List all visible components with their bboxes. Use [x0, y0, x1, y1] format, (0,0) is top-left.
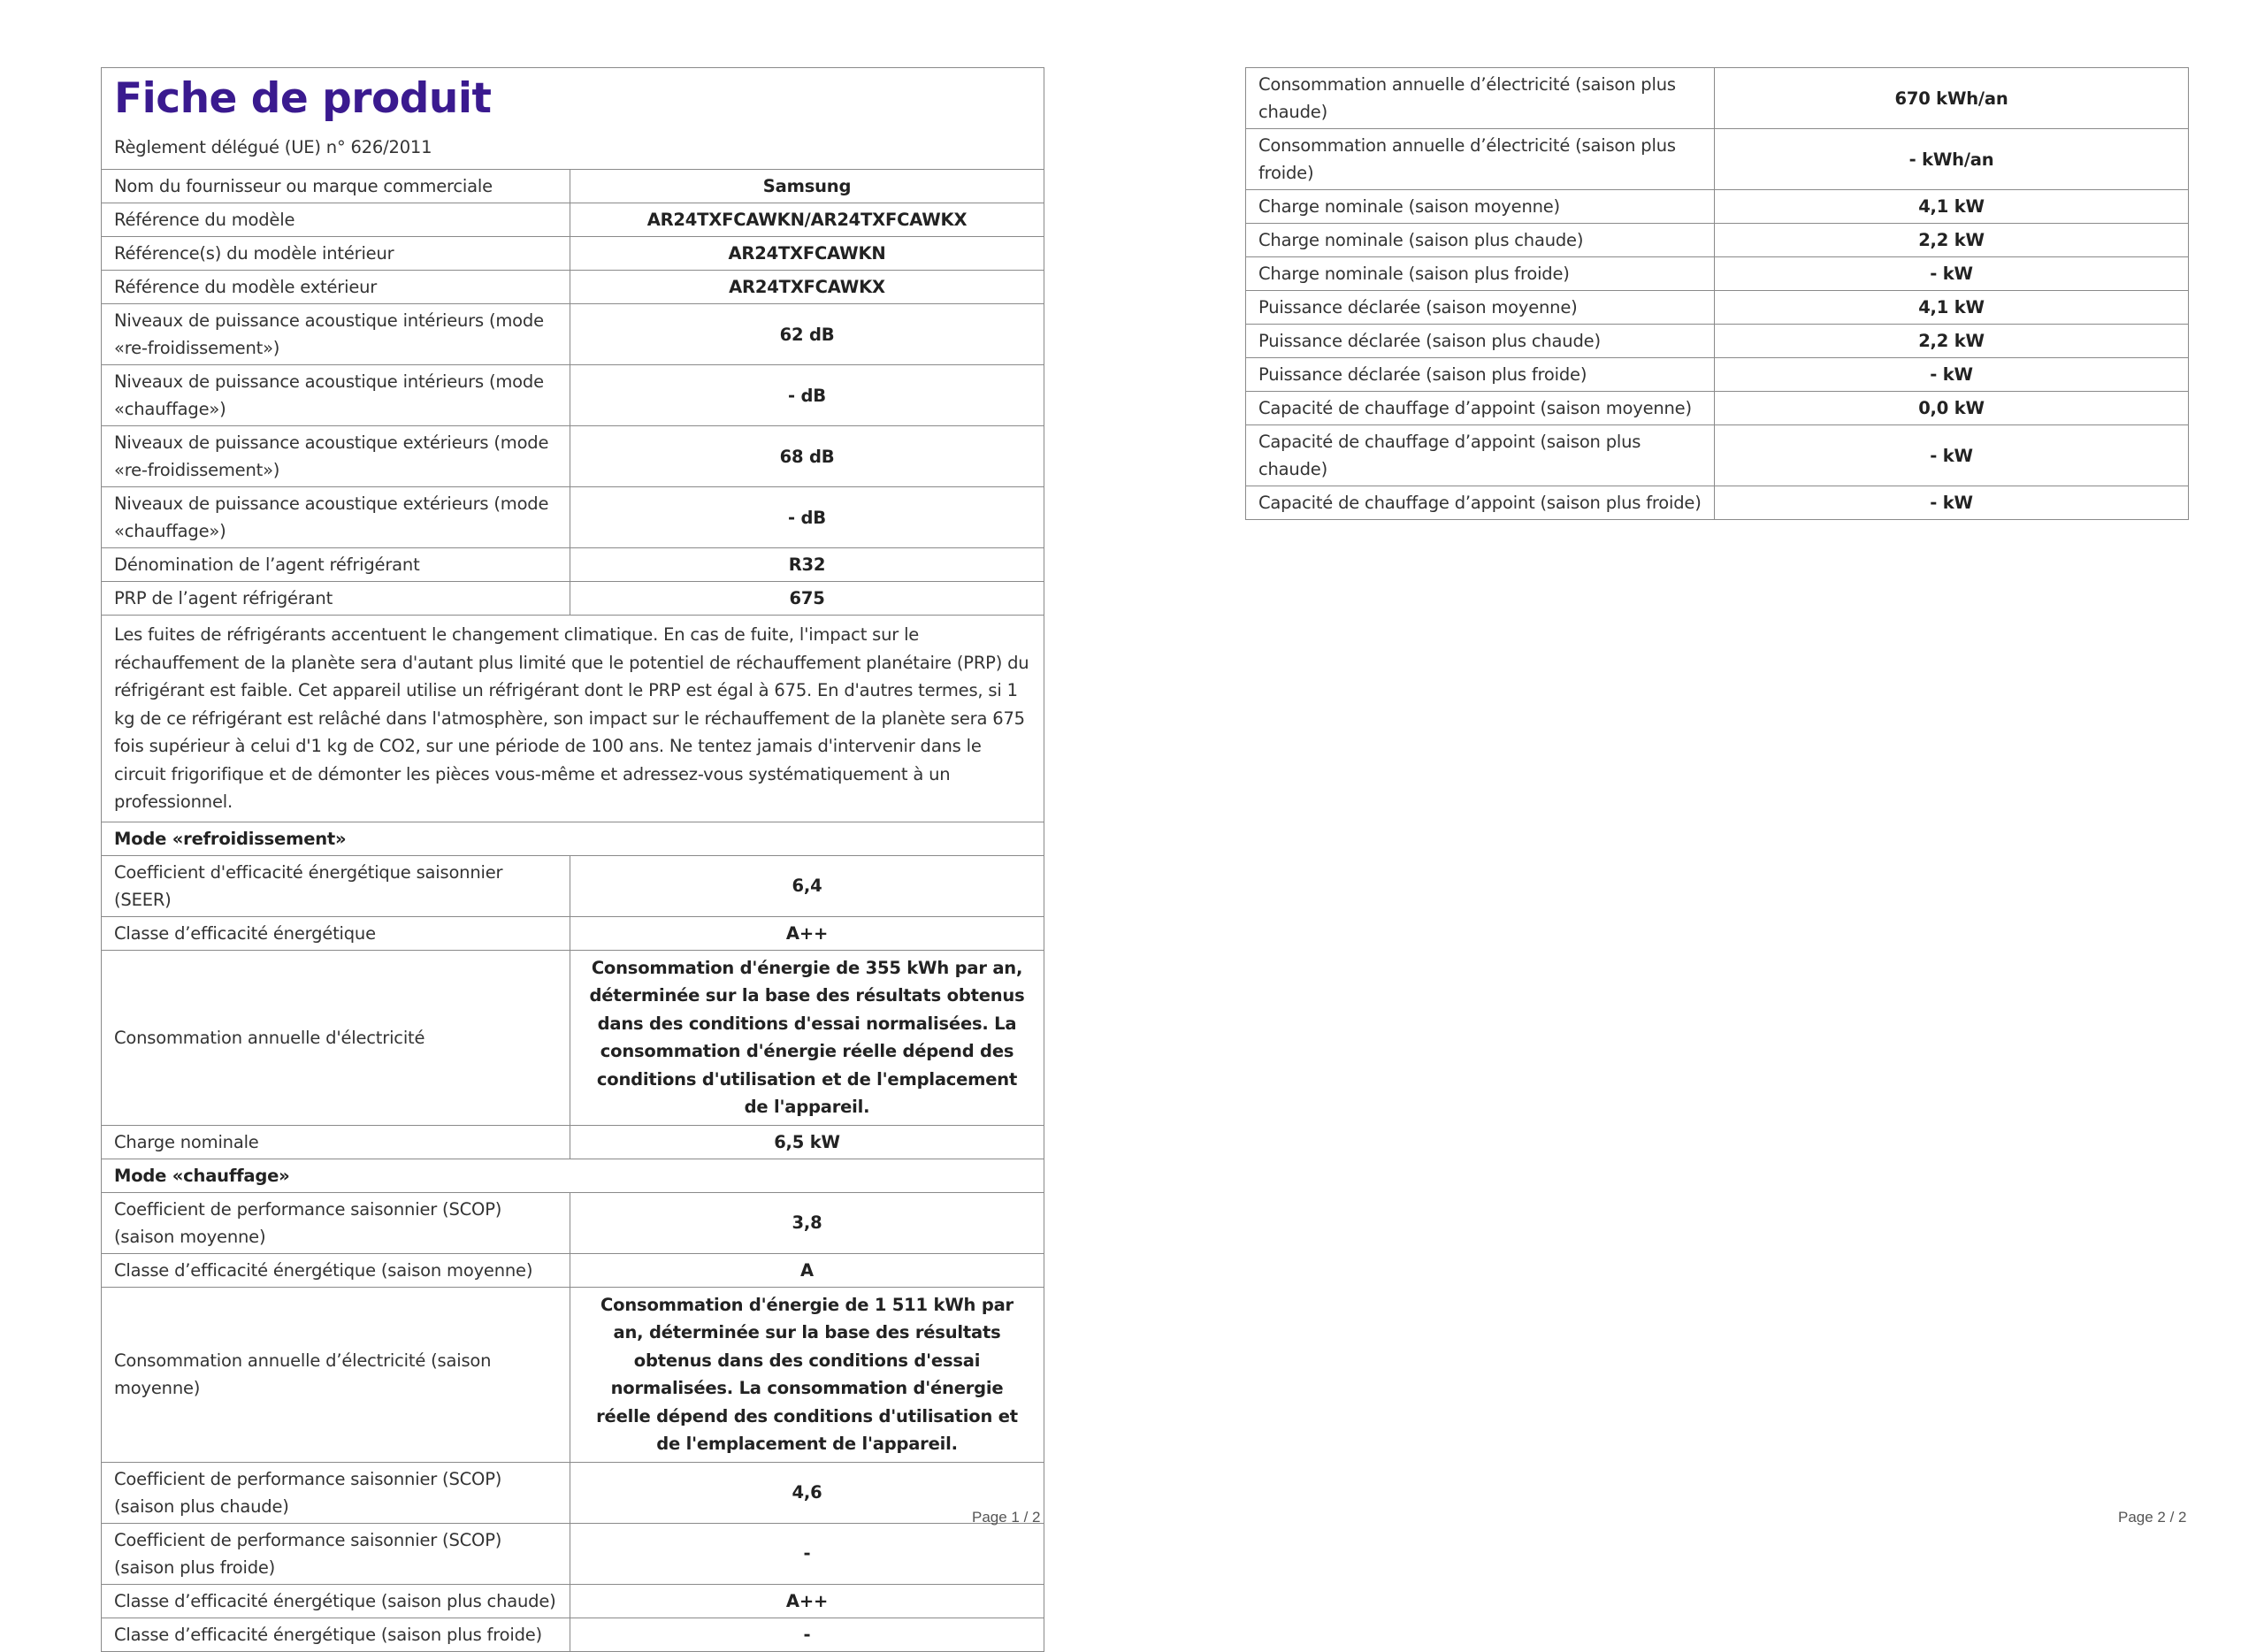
refrigerant-notice-row [102, 616, 1044, 822]
row-value: - dB [570, 365, 1044, 426]
table-row [1246, 129, 2189, 190]
row-label: Classe d’efficacité énergétique (saison moyenne) [102, 1253, 570, 1287]
row-label: Capacité de chauffage d’appoint (saison plus chaude) [1246, 425, 1715, 486]
seasonal-rows [1246, 68, 2189, 520]
table-row [1246, 392, 2189, 425]
cooling-mode-header: Mode «refroidissement» [102, 822, 1044, 855]
table-row [102, 548, 1044, 582]
row-value: 6,4 [570, 855, 1044, 916]
row-value: A++ [570, 916, 1044, 950]
row-label: Niveaux de puissance acoustique intérieurs (mode «chauffage») [102, 365, 570, 426]
document-title: Fiche de produit [114, 74, 492, 123]
table-row [1246, 291, 2189, 325]
refrigerant-notice: Les fuites de réfrigérants accentuent le changement climatique. En cas de fuite, l'impact sur le réchauffement de la planète sera d'autant plus limité que le potentiel de réchauffement planétaire (PRP) du réfrigérant est faible. Cet appareil utilise un réfrigérant dont le PRP est égal à 675. En d'autres termes, si 1 kg de ce réfrigérant est relâché dans l'atmosphère, son impact sur le réchauffement de la planète sera 675 fois supérieur à celui d'1 kg de CO2, sur une période de 100 ans. Ne tentez jamais d'intervenir dans le circuit frigorifique et de démonter les pièces vous-même et adressez-vous systématiquement à un professionnel. [102, 616, 1044, 822]
table-row [102, 203, 1044, 237]
row-value: - kW [1715, 425, 2189, 486]
row-value: 4,1 kW [1715, 291, 2189, 325]
row-value: - dB [570, 487, 1044, 548]
table-row [102, 487, 1044, 548]
row-label: Consommation annuelle d'électricité [102, 950, 570, 1125]
heating-section-row [102, 1159, 1044, 1192]
row-value: - [570, 1523, 1044, 1584]
table-row [102, 237, 1044, 271]
row-value: 62 dB [570, 304, 1044, 365]
table-row [1246, 224, 2189, 257]
row-value: 0,0 kW [1715, 392, 2189, 425]
product-sheet-table-page-2 [1245, 67, 2189, 520]
table-row [102, 1192, 1044, 1253]
row-value: 2,2 kW [1715, 224, 2189, 257]
table-row [1246, 325, 2189, 358]
page-number-1: Page 1 / 2 [972, 1509, 1041, 1526]
table-row [102, 855, 1044, 916]
row-label: Charge nominale (saison plus froide) [1246, 257, 1715, 291]
row-label: Puissance déclarée (saison moyenne) [1246, 291, 1715, 325]
row-label: Charge nominale [102, 1125, 570, 1159]
table-row [102, 1125, 1044, 1159]
table-row [1246, 68, 2189, 129]
row-label: Nom du fournisseur ou marque commerciale [102, 170, 570, 203]
product-sheet-table-page-1 [101, 67, 1044, 1652]
title-cell [102, 68, 1044, 170]
row-label: Consommation annuelle d’électricité (saison plus froide) [1246, 129, 1715, 190]
row-value: 675 [570, 582, 1044, 616]
row-label: Consommation annuelle d’électricité (saison moyenne) [102, 1287, 570, 1462]
page-1 [101, 67, 1044, 1652]
row-label: Coefficient de performance saisonnier (SCOP) (saison plus froide) [102, 1523, 570, 1584]
table-row [102, 950, 1044, 1125]
table-row [102, 1523, 1044, 1584]
table-row [102, 304, 1044, 365]
row-label: Classe d’efficacité énergétique (saison plus chaude) [102, 1584, 570, 1618]
table-row [1246, 425, 2189, 486]
row-value: - kW [1715, 257, 2189, 291]
table-row [102, 426, 1044, 487]
row-label: Coefficient de performance saisonnier (SCOP) (saison moyenne) [102, 1192, 570, 1253]
row-label: Capacité de chauffage d’appoint (saison plus froide) [1246, 486, 1715, 520]
row-value: 4,1 kW [1715, 190, 2189, 224]
page-2 [1245, 67, 2188, 520]
table-row [102, 1287, 1044, 1462]
row-value: AR24TXFCAWKN/AR24TXFCAWKX [570, 203, 1044, 237]
row-value: 4,6 [570, 1462, 1044, 1523]
row-label: Puissance déclarée (saison plus froide) [1246, 358, 1715, 392]
row-label: Niveaux de puissance acoustique extérieurs (mode «re-froidissement») [102, 426, 570, 487]
row-value: 6,5 kW [570, 1125, 1044, 1159]
table-row [1246, 190, 2189, 224]
table-row [1246, 358, 2189, 392]
row-label: Consommation annuelle d’électricité (saison plus chaude) [1246, 68, 1715, 129]
table-row [102, 916, 1044, 950]
row-label: Référence(s) du modèle intérieur [102, 237, 570, 271]
row-value: - kWh/an [1715, 129, 2189, 190]
row-value: AR24TXFCAWKN [570, 237, 1044, 271]
table-row [102, 1584, 1044, 1618]
general-info-rows [102, 170, 1044, 616]
table-row [102, 1618, 1044, 1651]
row-label: Référence du modèle extérieur [102, 271, 570, 304]
row-value: - kW [1715, 486, 2189, 520]
table-row [102, 271, 1044, 304]
row-label: Coefficient d'efficacité énergétique saisonnier (SEER) [102, 855, 570, 916]
row-label: Classe d’efficacité énergétique [102, 916, 570, 950]
cooling-section-row [102, 822, 1044, 855]
row-value: 2,2 kW [1715, 325, 2189, 358]
row-label: Charge nominale (saison plus chaude) [1246, 224, 1715, 257]
row-value: 670 kWh/an [1715, 68, 2189, 129]
heating-rows [102, 1192, 1044, 1651]
table-row [102, 582, 1044, 616]
table-row [102, 1253, 1044, 1287]
row-value: 3,8 [570, 1192, 1044, 1253]
row-value: A++ [570, 1584, 1044, 1618]
title-row [102, 68, 1044, 170]
row-value: AR24TXFCAWKX [570, 271, 1044, 304]
row-value: Consommation d'énergie de 355 kWh par an, déterminée sur la base des résultats obtenus dans des conditions d'essai normalisées. La consommation d'énergie réelle dépend des conditions d'utilisation et de l'emplacement de l'appareil. [570, 950, 1044, 1125]
row-value: 68 dB [570, 426, 1044, 487]
row-label: Niveaux de puissance acoustique intérieurs (mode «re-froidissement») [102, 304, 570, 365]
row-label: Puissance déclarée (saison plus chaude) [1246, 325, 1715, 358]
table-row [1246, 257, 2189, 291]
table-row [102, 1462, 1044, 1523]
row-value: Samsung [570, 170, 1044, 203]
page-number-2: Page 2 / 2 [2118, 1509, 2187, 1526]
row-value: R32 [570, 548, 1044, 582]
row-label: Coefficient de performance saisonnier (SCOP) (saison plus chaude) [102, 1462, 570, 1523]
table-row [1246, 486, 2189, 520]
heating-mode-header: Mode «chauffage» [102, 1159, 1044, 1192]
row-value: A [570, 1253, 1044, 1287]
row-label: Charge nominale (saison moyenne) [1246, 190, 1715, 224]
row-value: - [570, 1618, 1044, 1651]
table-row [102, 365, 1044, 426]
table-row [102, 170, 1044, 203]
row-label: PRP de l’agent réfrigérant [102, 582, 570, 616]
row-label: Niveaux de puissance acoustique extérieurs (mode «chauffage») [102, 487, 570, 548]
regulation-reference: Règlement délégué (UE) n° 626/2011 [114, 137, 432, 157]
row-label: Capacité de chauffage d’appoint (saison moyenne) [1246, 392, 1715, 425]
row-label: Dénomination de l’agent réfrigérant [102, 548, 570, 582]
row-value: Consommation d'énergie de 1 511 kWh par an, déterminée sur la base des résultats obtenus dans des conditions d'essai normalisées. La consommation d'énergie réelle dépend des conditions d'utilisation et de l'emplacement de l'appareil. [570, 1287, 1044, 1462]
cooling-rows [102, 855, 1044, 1159]
row-label: Référence du modèle [102, 203, 570, 237]
row-label: Classe d’efficacité énergétique (saison plus froide) [102, 1618, 570, 1651]
row-value: - kW [1715, 358, 2189, 392]
